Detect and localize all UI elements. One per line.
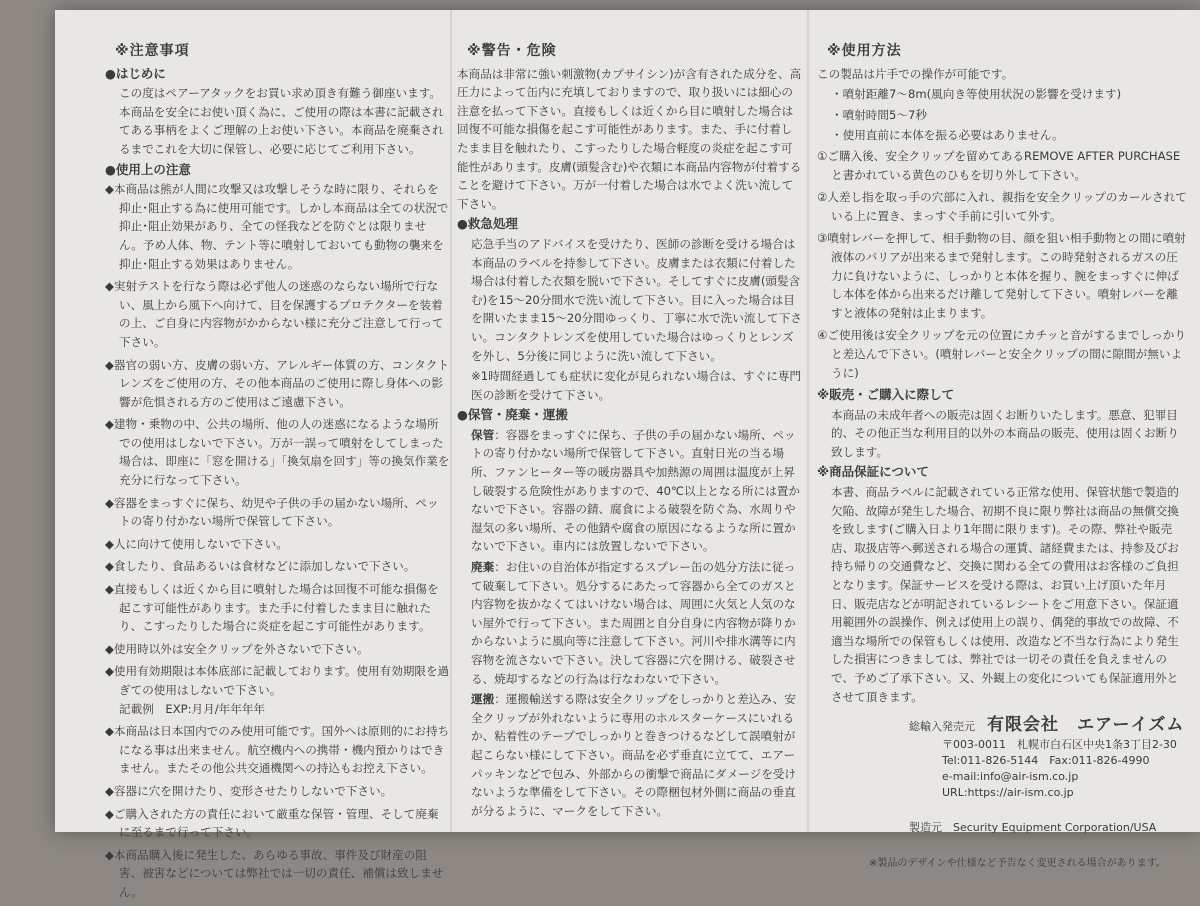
caution-item: ◆直接もしくは近くから目に噴射した場合は回復不可能な損傷を起こす可能性があります。また手に付着したまま目に触れたり、こすったりした場合に炎症を起こす可能性があります。 [105, 582, 439, 634]
usage-spec: ・噴射時間5～7秒 [831, 107, 927, 122]
warning-column [457, 42, 802, 822]
importer-name: 有限会社 エアーイズム [987, 715, 1185, 736]
usage-column [817, 42, 1187, 874]
warning-text: 本商品は非常に強い刺激物(カプサイシン)が含有された成分を、高圧力によって缶内に充填しておりますので、取り扱いには細心の注意を払って下さい。直接もしくは近くから目に噴射した場合は回復不可能な損傷を起こす可能性があります。また、手に付着したまま目を触れたり、こすったりした場合軽度の炎症を起こす可能性があります。皮膚(頭髪含む)や衣類に本商品内容物が付着することを避けて下さい。万が一付着した場合は水でよく洗い流して下さい。 [457, 66, 802, 211]
use-caution-heading: ●使用上の注意 [105, 161, 191, 177]
company-address: 〒003-0011 札幌市白石区中央1条3丁目2-30 [942, 737, 1177, 751]
first-aid-text: 応急手当のアドバイスを受けたり、医師の診断を受ける場合は本商品のラベルを持参して下さい。皮膚または衣類に付着した場合は付着した衣類を脱いで下さい。そしてすぐに皮膚(頭髪含む)を15～20分間水で洗い流して下さい。目に入った場合は目を開いたまま15～20分間ゆっくり、丁寧に水で洗い流して下さい。コンタクトレンズを使用していた場合はゆっくりとレンズを外し、5分後に同じように洗い流して下さい。 [471, 236, 802, 363]
caution-item: ◆建物・乗物の中、公共の場所、他の人の迷惑になるような場所での使用はしないで下さい。万が一誤って噴射をしてしまった場合は、即座に「窓を開ける」「換気扇を回す」等の換気作業を充分に行なって下さい。 [105, 417, 450, 488]
storage-text: ：容器をまっすぐに保ち、子供の手の届かない場所、ペットの寄り付かない場所で保管して下さい。直射日光の当る場所、ファンヒーター等の暖房器具や加熱源の周囲は温度が上昇し破裂する危険性がありますので、40℃以上となる所には置かないで下さい。容器の錆、腐食による破裂を防ぐ為、水周りや湿気の多い場所、その他錆や腐食の原因になるような所に置かないで下さい。車内には放置しないで下さい。 [471, 427, 800, 554]
expiry-example: 記載例 EXP:月月/年年年年 [119, 701, 266, 716]
intro-text: この度はペアーアタックをお買い求め頂き有難う御座います。本商品を安全にお使い頂く為に、ご使用の際は本書に記載されてある事柄をよくご理解の上お使い下さい。本商品を廃棄されるまでこれを大切に保管し、必要に応じてご利用下さい。 [119, 86, 444, 156]
caution-item: ◆本商品は日本国内でのみ使用可能です。国外へは原則的にお持ちになる事は出来ません。航空機内への携帯・機内預かりはできません。またその他公共交通機関への持込もお控え下さい。 [105, 724, 450, 776]
warranty-heading: ※商品保証について [817, 464, 929, 480]
sales-text: 本商品の未成年者への販売は固くお断りいたします。悪意、犯罪目的、その他正当な利用目的以外の本商品の販売、使用は固くお断り致します。 [831, 407, 1179, 459]
company-block [817, 716, 1187, 874]
caution-item: ◆本商品は熊が人間に攻撃又は攻撃しそうな時に限り、それらを抑止･阻止する為に使用可能です。しかし本商品は全ての状況で抑止･阻止効果があり、全ての怪我などを防ぐとは限りません。予め人体、物、テント等に噴射しておいても動物の襲来を抑止･阻止する効果はありません。 [105, 182, 449, 271]
caution-column [105, 42, 450, 906]
fold-line [807, 10, 809, 832]
disposal-label: 廃棄 [471, 560, 495, 575]
caution-title: ※注意事項 [115, 43, 190, 59]
usage-step: ④ご使用後は安全クリップを元の位置にカチッと音がするまでしっかりと差込んで下さい。(噴射レバーと安全クリップの間に隙間が無いように) [817, 328, 1186, 380]
fold-line [450, 10, 452, 832]
usage-step: ①ご購入後、安全クリップを留めてあるREMOVE AFTER PURCHASEと書かれている黄色のひもを切り外して下さい。 [817, 148, 1181, 182]
warranty-text: 本書、商品ラベルに記載されている正常な使用、保管状態で製造的欠陥、故障が発生した場合、初期不良に限り弊社は商品の無償交換を致します(ご購入日より1年間に限ります)。その際、弊社や販売店、取扱店等へ郵送される場合の運賃、諸経費または、持参及びお持ち帰りの交通費など、交換に関わる全ての費用はお客様のご負担となります。保証サービスを受ける際は、お買い上げ頂いた年月日、販売店などが明記されているレシートをご用意下さい。保証適用範囲外の誤操作、例えば使用上の誤り、偶発的事故での故障、不適当な場所での保管もしくは使用、改造など不当な行為により発生した損害につきましては、弊社では一切その責任を負えませんので、予めご了承下さい。又、外観上の変化についても保証適用外とさせて頂きます。 [831, 485, 1179, 704]
disposal-text: ：お住いの自治体が指定するスプレー缶の処分方法に従って破棄して下さい。処分するにあたって容器から全てのガスと内容物を抜かなくてはいけない場合は、周囲に火気と人気のない屋外で行って下さい。また周囲と自分自身に内容物が降りかからないように風向等に注意して下さい。河川や排水溝等に内容物を流さないで下さい。決して容器に穴を開ける、破裂させる、焼却するなどの行為は行なわないで下さい。 [471, 560, 796, 686]
first-aid-heading: ●救急処理 [457, 216, 518, 232]
caution-item: ◆容器をまっすぐに保ち、幼児や子供の手の届かない場所、ペットの寄り付かない場所で保管して下さい。 [105, 495, 439, 529]
company-email: e-mail:info@air-ism.co.jp [942, 769, 1079, 783]
caution-item: ◆使用時以外は安全クリップを外さないで下さい。 [105, 641, 369, 656]
storage-label: 保管 [471, 427, 495, 442]
company-phone: Tel:011-826-5144 Fax:011-826-4990 [942, 753, 1150, 767]
caution-item: ◆実射テストを行なう際は必ず他人の迷惑のならない場所で行ない、風上から風下へ向けて、目を保護するプロテクターを装着の上、ご自身に内容物がかからない様に充分ご注意して行って下さい。 [105, 279, 444, 349]
first-aid-note: ※1時間経過しても症状に変化が見られない場合は、すぐに専門医の診断を受けて下さい。 [471, 369, 802, 402]
warning-title: ※警告・危険 [467, 43, 557, 59]
importer-label: 総輸入発売元 [909, 720, 975, 734]
caution-item: ◆器官の弱い方、皮膚の弱い方、アレルギー体質の方、コンタクトレンズをご使用の方、その他本商品のご使用に際し身体への影響が危惧される方のご使用はご遠慮下さい。 [105, 357, 449, 409]
transport-label: 運搬 [471, 692, 495, 707]
disposal-paragraph [457, 558, 802, 688]
caution-item: ◆ご購入された方の責任において厳重な保管・管理、そして廃棄に至るまで行って下さい。 [105, 806, 439, 840]
company-url: URL:https://air-ism.co.jp [942, 785, 1074, 799]
usage-intro: この製品は片手での操作が可能です。 [817, 66, 1014, 81]
sales-heading: ※販売・ご購入に際して [817, 387, 955, 403]
manufacturer: 製造元 Security Equipment Corporation/USA [909, 820, 1157, 834]
caution-item: ◆人に向けて使用しないで下さい。 [105, 536, 288, 551]
caution-item: ◆使用有効期限は本体底部に記載しております。使用有効期限を過ぎての使用はしないで下さい。 [105, 664, 450, 697]
footnote: ※製品のデザインや仕様など予告なく変更される場合があります。 [869, 858, 1166, 870]
transport-paragraph [457, 690, 802, 820]
instruction-sheet [55, 10, 1200, 899]
usage-spec: ・噴射距離7～8m(風向き等使用状況の影響を受けます) [831, 87, 1122, 102]
usage-step: ②人差し指を取っ手の穴部に入れ、親指を安全クリップのカールされている上に置き、まっすぐ手前に引いて外す。 [817, 190, 1187, 223]
storage-heading: ●保管・廃棄・運搬 [457, 407, 568, 423]
storage-paragraph [457, 426, 802, 556]
usage-spec: ・使用直前に本体を振る必要はありません。 [831, 128, 1064, 143]
usage-step: ③噴射レバーを押して、相手動物の目、顔を狙い相手動物との間に噴射液体のバリアが出来るまで発射します。この時発射されるガスの圧力に負けないように、しっかりと本体を握り、腕をまっすぐに伸ばし本体を体から出来るだけ離して発射して下さい。噴射レバーを離すと液体の発射は止まります。 [817, 231, 1186, 320]
caution-item: ◆本商品購入後に発生した、あらゆる事故、事件及び財産の阻害、被害などについては弊社では一切の責任、補償は致しません。 [105, 847, 444, 899]
usage-title: ※使用方法 [827, 43, 902, 59]
caution-item: ◆容器に穴を開けたり、変形させたりしないで下さい。 [105, 783, 393, 798]
transport-text: ：運搬輸送する際は安全クリップをしっかりと差込み、安全クリップが外れないように専用のホルスターケースにいれるか、粘着性のテープでしっかりと巻きつけるなどして誤噴射が起こらない様にして下さい。商品を必ず垂直に立てて、エアーパッキンなどで包み、外部からの衝撃で商品にダメージを受けないような準備をして下さい。その際梱包材外側に商品の垂直が分るように、マークをして下さい。 [471, 692, 796, 818]
caution-item: ◆食したり、食品あるいは食材などに添加しないで下さい。 [105, 559, 416, 574]
intro-heading: ●はじめに [105, 65, 166, 81]
